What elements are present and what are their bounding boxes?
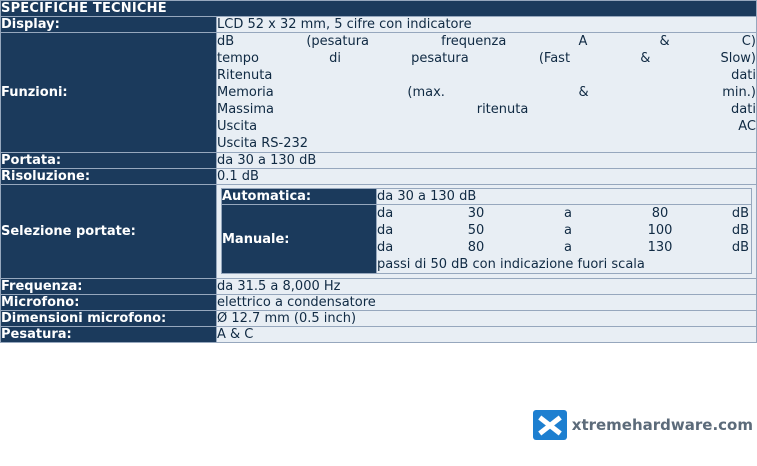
nested-row-automatica (222, 189, 752, 205)
funzioni-token: Massima (217, 102, 274, 117)
funzioni-token: (max. (407, 85, 445, 100)
table-title: SPECIFICHE TECNICHE (1, 1, 757, 17)
table-row-title (1, 1, 757, 17)
table-row (1, 295, 757, 311)
range-token: da (377, 240, 394, 255)
nested-value-automatica: da 30 a 130 dB (377, 189, 752, 205)
row-label-funzioni: Funzioni: (1, 33, 217, 153)
range-token: a (564, 206, 572, 221)
row-value-risoluzione: 0.1 dB (217, 169, 757, 185)
nested-label-manuale: Manuale: (222, 205, 377, 274)
row-value-frequenza: da 31.5 a 8,000 Hz (217, 279, 757, 295)
range-token: da (377, 206, 394, 221)
funzioni-token: dati (731, 68, 756, 83)
range-token: dB (731, 223, 749, 238)
table-row (1, 279, 757, 295)
funzioni-token: C) (741, 34, 756, 49)
table-row (1, 327, 757, 343)
funzioni-token: dati (731, 102, 756, 117)
nested-value-manuale (377, 205, 752, 274)
funzioni-list (217, 33, 756, 152)
table-row-selezione-portate (1, 185, 757, 279)
row-label-portata: Portata: (1, 153, 217, 169)
funzioni-line (217, 84, 756, 101)
row-label-selezione-portate: Selezione portate: (1, 185, 217, 279)
xtremehardware-logo-icon (533, 410, 567, 440)
range-line (377, 239, 751, 256)
range-token: a (564, 240, 572, 255)
funzioni-line: Uscita RS-232 (217, 136, 309, 151)
funzioni-token: tempo (217, 51, 259, 66)
funzioni-token: Uscita (217, 119, 258, 134)
funzioni-token: ritenuta (476, 102, 529, 117)
table-row (1, 311, 757, 327)
range-token: dB (731, 206, 749, 221)
funzioni-token: & (640, 51, 651, 66)
nested-label-automatica: Automatica: (222, 189, 377, 205)
portate-table (221, 188, 752, 274)
row-value-pesatura: A & C (217, 327, 757, 343)
range-token: 80 (651, 206, 669, 221)
funzioni-token: & (659, 34, 670, 49)
row-label-display: Display: (1, 17, 217, 33)
funzioni-token: (Fast (538, 51, 571, 66)
table-row (1, 169, 757, 185)
table-row (1, 153, 757, 169)
watermark-text: xtremehardware.com (571, 416, 753, 434)
range-token: dB (731, 240, 749, 255)
funzioni-token: pesatura (411, 51, 469, 66)
range-line (377, 222, 751, 239)
row-value-display: LCD 52 x 32 mm, 5 cifre con indicatore (217, 17, 757, 33)
funzioni-line (217, 118, 756, 135)
table-row (1, 17, 757, 33)
row-value-portata: da 30 a 130 dB (217, 153, 757, 169)
nested-row-manuale (222, 205, 752, 274)
row-label-dimensioni-microfono: Dimensioni microfono: (1, 311, 217, 327)
range-token: 50 (467, 223, 485, 238)
funzioni-line (217, 101, 756, 118)
nested-table-wrapper (217, 185, 756, 278)
funzioni-line (217, 33, 756, 50)
row-label-risoluzione: Risoluzione: (1, 169, 217, 185)
row-value-dimensioni-microfono: Ø 12.7 mm (0.5 inch) (217, 311, 757, 327)
range-token: 100 (647, 223, 673, 238)
range-line (377, 205, 751, 222)
funzioni-token: Ritenuta (217, 68, 273, 83)
row-value-microfono: elettrico a condensatore (217, 295, 757, 311)
range-token: a (564, 223, 572, 238)
table-row (1, 33, 757, 153)
range-token: 80 (467, 240, 485, 255)
watermark (533, 410, 753, 440)
range-token: 130 (647, 240, 673, 255)
funzioni-token: min.) (722, 85, 756, 100)
row-label-pesatura: Pesatura: (1, 327, 217, 343)
funzioni-token: Slow) (720, 51, 756, 66)
range-note: passi di 50 dB con indicazione fuori scala (377, 257, 645, 272)
funzioni-token: AC (738, 119, 756, 134)
funzioni-token: dB (217, 34, 235, 49)
funzioni-line (217, 50, 756, 67)
row-label-microfono: Microfono: (1, 295, 217, 311)
funzioni-line (217, 67, 756, 84)
funzioni-token: A (578, 34, 588, 49)
row-value-selezione-portate (217, 185, 757, 279)
funzioni-token: Memoria (217, 85, 274, 100)
funzioni-token: (pesatura (306, 34, 370, 49)
row-label-frequenza: Frequenza: (1, 279, 217, 295)
range-token: da (377, 223, 394, 238)
funzioni-token: & (578, 85, 589, 100)
row-value-funzioni (217, 33, 757, 153)
funzioni-token: di (329, 51, 341, 66)
range-token: 30 (467, 206, 485, 221)
funzioni-token: frequenza (441, 34, 507, 49)
